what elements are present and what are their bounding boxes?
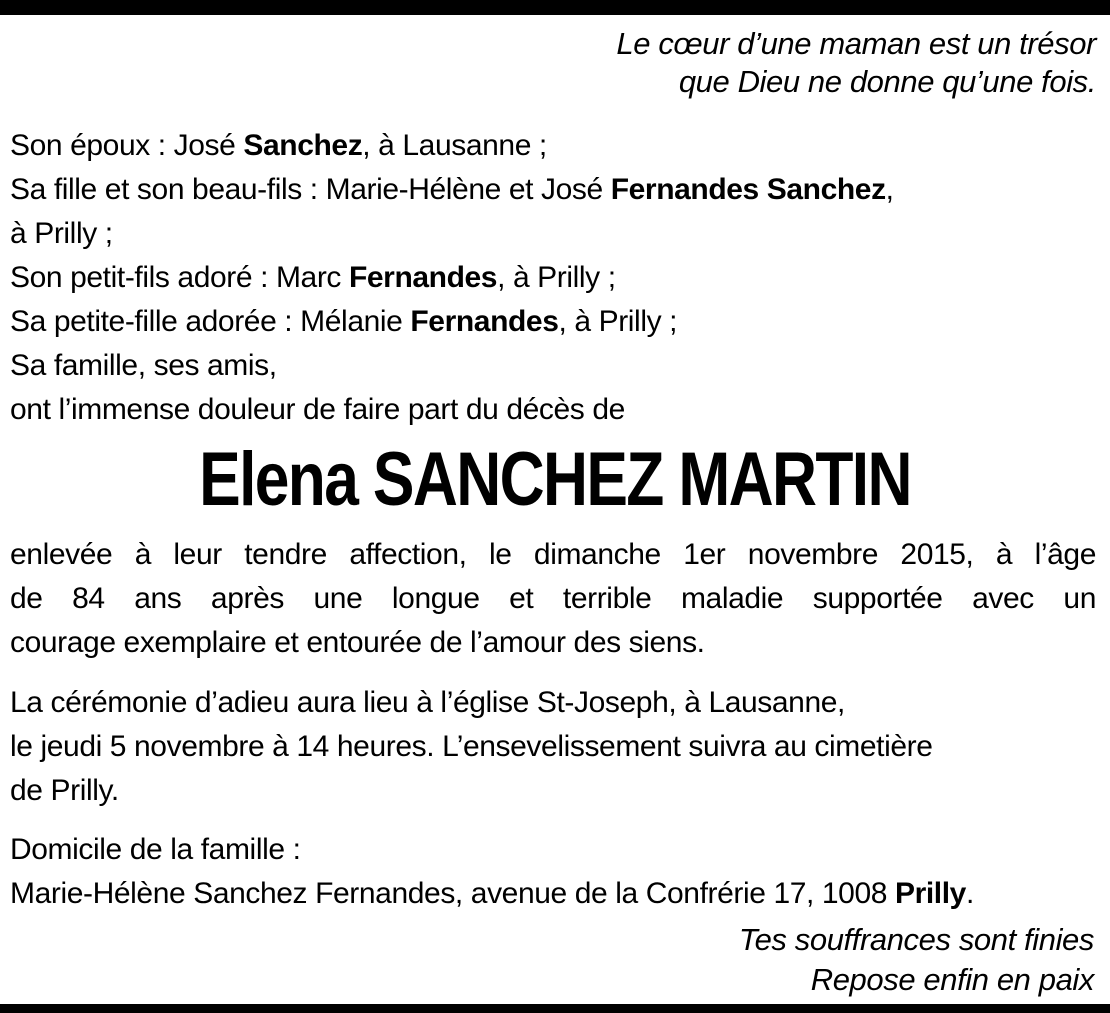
text-segment: le jeudi 5 novembre à 14 heures. L’ensevelissement suivra au cimetière xyxy=(10,730,933,763)
text-segment: Sa famille, ses amis, xyxy=(10,349,277,382)
bottom-border-bar xyxy=(0,1004,1110,1013)
text-line xyxy=(10,300,1098,344)
text-segment: Sa petite-fille adorée : Mélanie xyxy=(10,305,411,338)
text-segment: , à Prilly ; xyxy=(558,305,678,338)
ceremony-details-paragraph xyxy=(0,681,1110,813)
text-segment: que Dieu ne donne qu’une fois. xyxy=(678,64,1096,99)
text-line xyxy=(10,621,1096,665)
family-domicile-paragraph xyxy=(0,828,1110,916)
text-line xyxy=(10,168,1098,212)
text-line xyxy=(0,960,1094,1000)
text-segment: Le cœur d’une maman est un trésor xyxy=(616,26,1096,61)
bold-text-segment: Fernandes Sanchez xyxy=(610,173,886,206)
text-segment: , à Prilly ; xyxy=(497,261,616,294)
text-segment: . xyxy=(965,877,974,910)
text-line xyxy=(10,872,1096,916)
text-segment: , à Lausanne ; xyxy=(362,129,547,162)
text-segment: , xyxy=(885,173,894,206)
text-line xyxy=(10,725,1096,769)
bold-text-segment: Prilly xyxy=(894,877,966,910)
text-line xyxy=(10,256,1098,300)
text-segment: La cérémonie d’adieu aura lieu à l’église St-Joseph, à Lausanne, xyxy=(10,686,845,719)
text-segment: Tes souffrances sont finies xyxy=(738,922,1094,957)
closing-quote xyxy=(0,920,1110,1000)
text-segment: Sa fille et son beau-fils : Marie-Hélène et José xyxy=(10,173,611,206)
text-line xyxy=(0,25,1096,63)
text-segment: Repose enfin en paix xyxy=(810,962,1094,997)
text-line xyxy=(10,577,1096,621)
text-line xyxy=(10,681,1096,725)
text-segment: Domicile de la famille : xyxy=(10,833,301,866)
text-segment: Marie-Hélène Sanchez Fernandes, avenue de la Confrérie 17, 1008 xyxy=(10,877,895,910)
text-line xyxy=(0,63,1096,101)
bold-text-segment: Sanchez xyxy=(243,129,363,162)
text-segment: Son petit-fils adoré : Marc xyxy=(10,261,349,294)
text-line xyxy=(0,920,1094,960)
text-line xyxy=(10,212,1098,256)
text-segment: à Prilly ; xyxy=(10,217,113,250)
text-segment: de Prilly. xyxy=(10,774,119,807)
death-announcement-paragraph xyxy=(0,533,1110,665)
text-segment: de 84 ans après une longue et terrible maladie supportée avec un xyxy=(10,582,1096,615)
bold-text-segment: Fernandes xyxy=(348,261,498,294)
text-segment: enlevée à leur tendre affection, le dimanche 1er novembre 2015, à l’âge xyxy=(10,538,1096,571)
text-line xyxy=(10,344,1098,388)
text-line xyxy=(10,533,1096,577)
bold-text-segment: Fernandes xyxy=(410,305,559,338)
text-line xyxy=(10,828,1096,872)
text-line xyxy=(10,769,1096,813)
text-segment: courage exemplaire et entourée de l’amour des siens. xyxy=(10,626,705,659)
epigraph-quote xyxy=(0,25,1110,101)
text-segment: ont l’immense douleur de faire part du décès de xyxy=(10,393,625,426)
text-segment: Son époux : José xyxy=(10,129,244,162)
top-border-bar xyxy=(0,0,1110,15)
family-listing xyxy=(0,124,1110,432)
text-line xyxy=(10,388,1098,432)
deceased-name-heading: Elena SANCHEZ MARTIN xyxy=(199,437,911,522)
text-line xyxy=(10,124,1098,168)
